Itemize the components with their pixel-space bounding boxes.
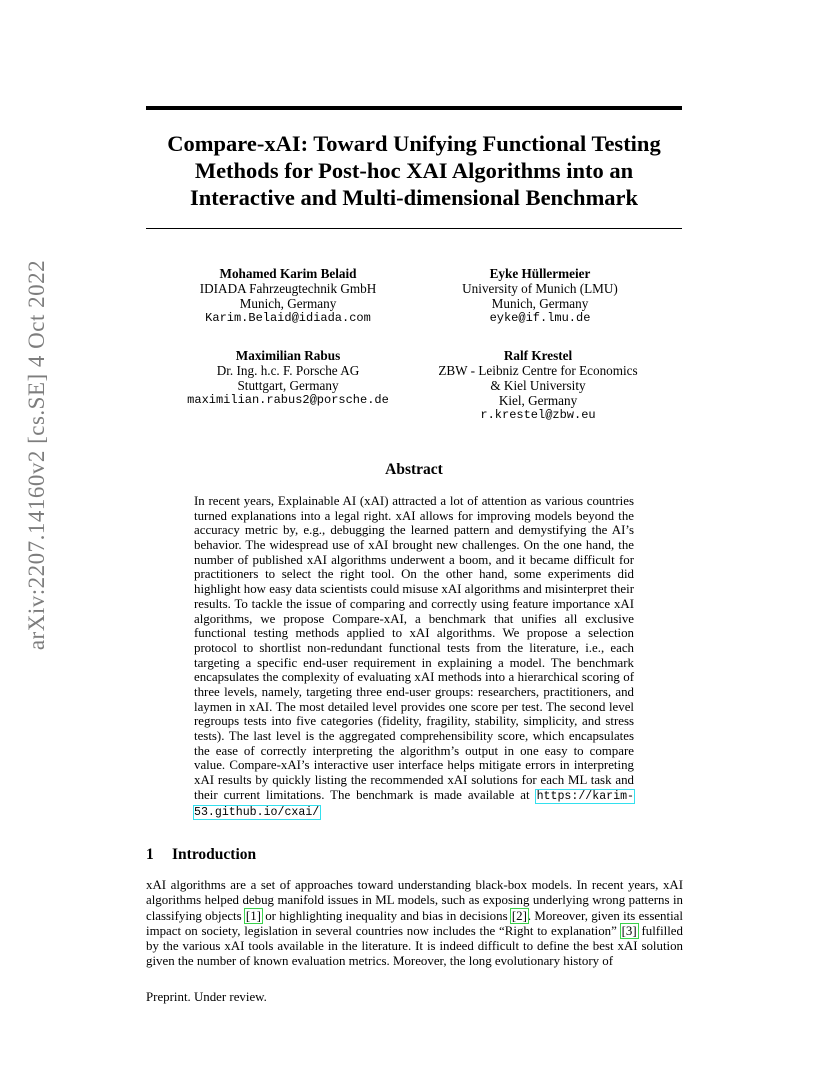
author-name: Ralf Krestel xyxy=(503,348,573,363)
author-email[interactable]: eyke@if.lmu.de xyxy=(489,311,591,325)
author-block xyxy=(168,348,408,408)
citation-link[interactable]: [2] xyxy=(511,908,527,923)
author-name: Mohamed Karim Belaid xyxy=(219,266,357,281)
author-block xyxy=(420,266,660,326)
arxiv-identifier-text: arXiv:2207.14160v2 [cs.SE] 4 Oct 2022 xyxy=(24,259,50,651)
author-email[interactable]: Karim.Belaid@idiada.com xyxy=(205,311,371,325)
benchmark-url-link[interactable]: https://karim-53.github.io/cxai/ xyxy=(194,789,634,820)
author-affiliation: Dr. Ing. h.c. F. Porsche AG xyxy=(216,363,360,378)
author-block xyxy=(418,348,658,423)
section-title: Introduction xyxy=(172,846,257,863)
intro-text: or highlighting inequality and bias in decisions xyxy=(265,908,508,923)
author-location: Munich, Germany xyxy=(491,296,589,311)
author-affiliation: IDIADA Fahrzeugtechnik GmbH xyxy=(199,281,377,296)
abstract-body xyxy=(194,494,634,821)
title-bottom-rule xyxy=(146,228,682,229)
title-line: Methods for Post-hoc XAI Algorithms into an xyxy=(194,158,634,183)
author-affiliation: University of Munich (LMU) xyxy=(462,281,618,296)
abstract-heading: Abstract xyxy=(385,461,443,478)
title-top-rule xyxy=(146,106,682,110)
abstract-text: In recent years, Explainable AI (xAI) attracted a lot of attention as various countries turned explanations into a legal right. xAI allows for improving models beyond the accuracy metric by, e.g., debugging the learned pattern and demystifying the AI’s behavior. The widespread use of xAI brought new challenges. On the one hand, the number of published xAI algorithms underwent a boom, and it became difficult for practitioners to select the right tool. On the other hand, some experiments did highlight how easy data scientists could misuse xAI algorithms and misinterpret their results. To tackle the issue of comparing and correctly using feature importance xAI algorithms, we propose Compare-xAI, a benchmark that unifies all exclusive functional testing methods applied to xAI algorithms. We propose a selection protocol to shortlist non-redundant functional tests from the literature, i.e., each targeting a specific end-user requirement in explaining a model. The benchmark encapsulates the complexity of evaluating xAI methods into a hierarchical scoring of three levels, namely, targeting three end-user groups: researchers, practitioners, and laymen in xAI. The most detailed level provides one score per test. The second level regroups tests into five categories (fidelity, fragility, stability, simplicity, and stress tests). The last level is the aggregated comprehensibility score, which encapsulates the ease of correctly interpreting the algorithm’s output in one easy to compare value. Compare-xAI’s interactive user interface helps mitigate errors in interpreting xAI results by quickly listing the recommended xAI solutions for each ML task and their current limitations. The benchmark is made available at xyxy=(194,494,634,802)
author-location: Kiel, Germany xyxy=(498,393,578,408)
author-affiliation: & Kiel University xyxy=(490,378,586,393)
section-heading xyxy=(146,846,256,864)
author-location: Stuttgart, Germany xyxy=(237,378,339,393)
introduction-paragraph xyxy=(146,878,683,970)
intro-text: fulfilled by the various xAI tools available in the literature. It is indeed difficult to define the best xAI solution given the number of known evaluation metrics. Moreover, the long evolutionary history of xyxy=(146,923,683,969)
title-line: Interactive and Multi-dimensional Benchmark xyxy=(189,185,639,210)
author-email[interactable]: maximilian.rabus2@porsche.de xyxy=(187,393,389,407)
author-name: Eyke Hüllermeier xyxy=(489,266,591,281)
section-number: 1 xyxy=(146,846,154,863)
intro-text: . Moreover, given its essential impact on society, legislation in several countries now includes the “Right to explanation” xyxy=(146,908,683,938)
title-line: Compare-xAI: Toward Unifying Functional Testing xyxy=(167,131,661,156)
author-email[interactable]: r.krestel@zbw.eu xyxy=(480,408,596,422)
arxiv-identifier xyxy=(16,170,58,740)
author-name: Maximilian Rabus xyxy=(235,348,341,363)
author-affiliation: ZBW - Leibniz Centre for Economics xyxy=(438,363,638,378)
author-block xyxy=(168,266,408,326)
preprint-footer: Preprint. Under review. xyxy=(146,990,267,1004)
intro-text: xAI algorithms are a set of approaches toward understanding black-box models. In recent years, xAI algorithms helped debug manifold issues in ML models, such as exposing underlying wrong patterns in classifying objects xyxy=(146,878,683,923)
citation-link[interactable]: [1] xyxy=(245,908,261,923)
author-location: Munich, Germany xyxy=(239,296,337,311)
citation-link[interactable]: [3] xyxy=(621,923,637,938)
paper-title xyxy=(146,130,682,211)
